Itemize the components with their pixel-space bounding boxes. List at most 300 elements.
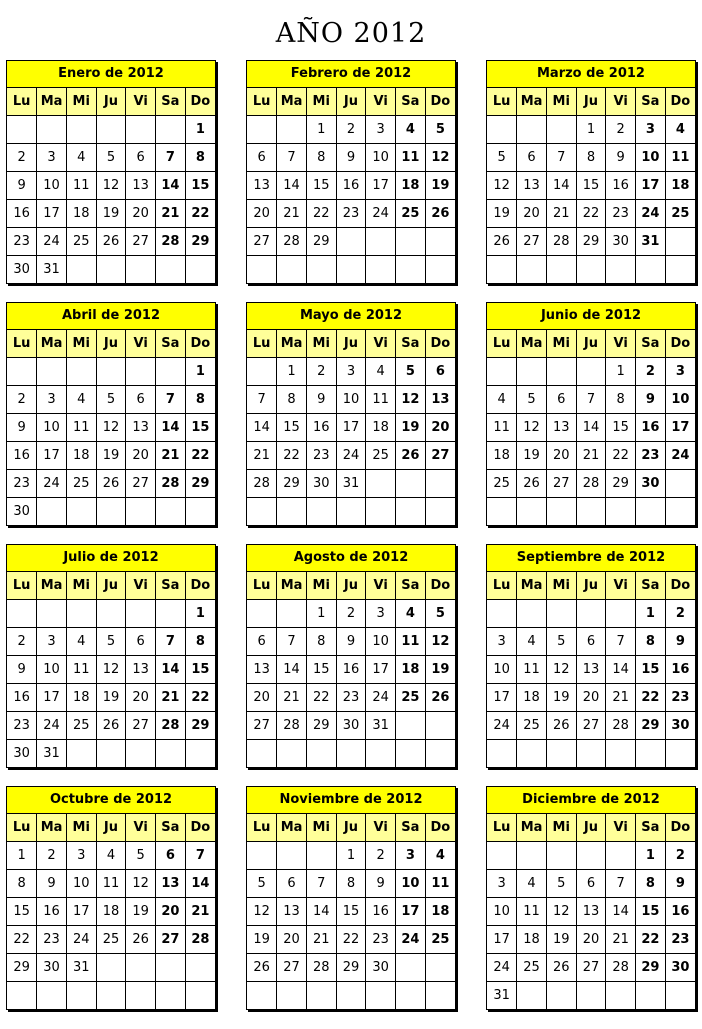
day-cell: 23	[306, 442, 336, 470]
day-cell: 5	[96, 144, 126, 172]
day-cell: 29	[7, 954, 37, 982]
day-cell: 3	[366, 600, 396, 628]
day-cell: 30	[665, 712, 695, 740]
day-cell	[336, 498, 366, 526]
day-cell: 29	[185, 470, 215, 498]
day-cell: 25	[665, 200, 695, 228]
week-row	[487, 144, 695, 172]
day-cell: 20	[126, 684, 156, 712]
day-cell: 2	[366, 842, 396, 870]
weekday-header: Do	[665, 572, 695, 600]
day-cell: 17	[487, 926, 517, 954]
week-row	[487, 600, 695, 628]
week-row	[247, 926, 455, 954]
week-row	[487, 414, 695, 442]
day-cell: 11	[517, 656, 547, 684]
week-row	[7, 498, 215, 526]
day-cell: 15	[576, 172, 606, 200]
day-cell: 10	[366, 628, 396, 656]
day-cell: 2	[7, 386, 37, 414]
day-cell: 24	[396, 926, 426, 954]
day-cell	[546, 842, 576, 870]
day-cell: 18	[396, 172, 426, 200]
month-title: Septiembre de 2012	[487, 545, 695, 572]
day-cell: 4	[665, 116, 695, 144]
day-cell: 24	[366, 200, 396, 228]
day-cell: 15	[636, 656, 666, 684]
day-cell	[185, 256, 215, 284]
day-cell: 31	[336, 470, 366, 498]
day-cell: 4	[66, 628, 96, 656]
day-cell	[126, 982, 156, 1010]
day-cell	[546, 982, 576, 1010]
day-cell: 8	[576, 144, 606, 172]
day-cell	[66, 116, 96, 144]
day-cell	[576, 498, 606, 526]
month-calendar	[486, 544, 696, 768]
day-cell: 8	[606, 386, 636, 414]
day-cell: 22	[7, 926, 37, 954]
day-cell: 24	[37, 712, 67, 740]
day-cell: 9	[7, 656, 37, 684]
weekday-header: Ma	[37, 88, 67, 116]
week-row	[247, 712, 455, 740]
day-cell: 6	[126, 386, 156, 414]
day-cell	[156, 116, 186, 144]
day-cell: 29	[336, 954, 366, 982]
day-cell: 12	[546, 656, 576, 684]
day-cell: 1	[185, 116, 215, 144]
day-cell: 3	[66, 842, 96, 870]
weekday-header: Ma	[277, 814, 307, 842]
day-cell: 7	[606, 628, 636, 656]
day-cell	[336, 982, 366, 1010]
day-cell: 6	[277, 870, 307, 898]
day-cell: 8	[277, 386, 307, 414]
day-cell	[277, 116, 307, 144]
day-cell: 23	[366, 926, 396, 954]
weekday-header: Lu	[7, 330, 37, 358]
day-cell: 22	[185, 442, 215, 470]
day-cell	[487, 600, 517, 628]
week-row	[487, 498, 695, 526]
day-cell	[277, 982, 307, 1010]
day-cell: 13	[277, 898, 307, 926]
day-cell: 15	[7, 898, 37, 926]
weekday-header: Mi	[306, 814, 336, 842]
day-cell: 23	[7, 228, 37, 256]
day-cell: 1	[306, 600, 336, 628]
week-row	[247, 842, 455, 870]
day-cell	[517, 600, 547, 628]
day-cell	[425, 954, 455, 982]
day-cell: 11	[396, 628, 426, 656]
day-cell	[156, 498, 186, 526]
day-cell: 8	[336, 870, 366, 898]
weekday-header: Sa	[156, 330, 186, 358]
day-cell	[636, 740, 666, 768]
day-cell: 26	[517, 470, 547, 498]
day-cell: 26	[126, 926, 156, 954]
day-cell	[7, 600, 37, 628]
day-cell: 16	[366, 898, 396, 926]
week-row	[7, 954, 215, 982]
week-row	[7, 144, 215, 172]
month-calendar	[246, 544, 456, 768]
weekday-header: Ma	[277, 572, 307, 600]
day-cell: 13	[247, 656, 277, 684]
day-cell: 13	[546, 414, 576, 442]
weekday-header: Ju	[96, 814, 126, 842]
day-cell: 10	[66, 870, 96, 898]
day-cell	[126, 256, 156, 284]
week-row	[487, 200, 695, 228]
month-title: Julio de 2012	[7, 545, 215, 572]
day-cell	[277, 256, 307, 284]
day-cell: 14	[185, 870, 215, 898]
day-cell: 6	[247, 144, 277, 172]
day-cell	[396, 954, 426, 982]
day-cell: 26	[96, 712, 126, 740]
day-cell	[277, 498, 307, 526]
day-cell: 9	[37, 870, 67, 898]
weekday-header: Lu	[247, 88, 277, 116]
day-cell: 24	[487, 712, 517, 740]
day-cell: 28	[156, 228, 186, 256]
day-cell: 19	[126, 898, 156, 926]
day-cell: 19	[546, 926, 576, 954]
month-calendar	[246, 302, 456, 526]
day-cell	[576, 982, 606, 1010]
day-cell: 27	[277, 954, 307, 982]
day-cell: 1	[606, 358, 636, 386]
day-cell: 25	[96, 926, 126, 954]
day-cell: 21	[277, 684, 307, 712]
day-cell: 20	[576, 926, 606, 954]
day-cell	[606, 842, 636, 870]
day-cell: 10	[37, 414, 67, 442]
week-row	[7, 200, 215, 228]
day-cell	[665, 740, 695, 768]
day-cell: 3	[366, 116, 396, 144]
day-cell: 4	[517, 628, 547, 656]
day-cell: 21	[606, 926, 636, 954]
day-cell: 20	[247, 684, 277, 712]
day-cell: 20	[247, 200, 277, 228]
day-cell: 16	[665, 656, 695, 684]
day-cell: 27	[156, 926, 186, 954]
day-cell	[546, 498, 576, 526]
day-cell: 28	[156, 712, 186, 740]
day-cell	[366, 228, 396, 256]
day-cell: 17	[366, 172, 396, 200]
day-cell: 31	[487, 982, 517, 1010]
weekday-header: Ju	[576, 572, 606, 600]
day-cell	[636, 498, 666, 526]
day-cell: 21	[576, 442, 606, 470]
week-row	[7, 470, 215, 498]
day-cell: 25	[66, 228, 96, 256]
day-cell	[7, 116, 37, 144]
day-cell: 23	[665, 926, 695, 954]
day-cell: 29	[306, 228, 336, 256]
day-cell	[487, 740, 517, 768]
week-row	[7, 740, 215, 768]
day-cell: 6	[156, 842, 186, 870]
day-cell: 12	[247, 898, 277, 926]
day-cell: 22	[306, 200, 336, 228]
day-cell: 30	[7, 256, 37, 284]
weekday-header: Sa	[396, 330, 426, 358]
week-row	[487, 442, 695, 470]
day-cell: 14	[156, 172, 186, 200]
weekday-header: Lu	[247, 814, 277, 842]
page-title: AÑO 2012	[275, 18, 427, 49]
day-cell: 22	[185, 684, 215, 712]
week-row	[7, 656, 215, 684]
day-cell: 28	[185, 926, 215, 954]
day-cell	[247, 358, 277, 386]
weekday-header: Do	[665, 330, 695, 358]
day-cell: 11	[425, 870, 455, 898]
day-cell	[126, 498, 156, 526]
day-cell: 28	[306, 954, 336, 982]
weekday-header: Do	[425, 572, 455, 600]
day-cell: 11	[665, 144, 695, 172]
day-cell: 2	[336, 116, 366, 144]
day-cell: 19	[425, 656, 455, 684]
day-cell: 17	[37, 442, 67, 470]
day-cell: 8	[185, 144, 215, 172]
day-cell: 2	[7, 628, 37, 656]
day-cell: 30	[7, 740, 37, 768]
day-cell: 16	[306, 414, 336, 442]
day-cell	[517, 256, 547, 284]
day-cell: 7	[156, 628, 186, 656]
week-row	[7, 684, 215, 712]
day-cell	[247, 740, 277, 768]
day-cell: 9	[665, 628, 695, 656]
day-cell	[126, 954, 156, 982]
weekday-header: Do	[185, 572, 215, 600]
weekday-header: Lu	[487, 572, 517, 600]
day-cell: 10	[37, 172, 67, 200]
day-cell: 4	[66, 144, 96, 172]
weekday-header: Vi	[366, 814, 396, 842]
day-cell: 15	[185, 414, 215, 442]
day-cell	[396, 256, 426, 284]
weekday-header: Vi	[126, 330, 156, 358]
week-row	[7, 926, 215, 954]
day-cell: 3	[396, 842, 426, 870]
weekday-header: Sa	[396, 814, 426, 842]
weekday-header: Vi	[126, 88, 156, 116]
day-cell	[517, 740, 547, 768]
week-row	[247, 116, 455, 144]
weekday-header: Sa	[156, 88, 186, 116]
day-cell: 20	[126, 200, 156, 228]
day-cell: 15	[277, 414, 307, 442]
day-cell: 8	[306, 628, 336, 656]
day-cell: 20	[576, 684, 606, 712]
day-cell	[156, 358, 186, 386]
weekday-header: Vi	[366, 330, 396, 358]
week-row	[487, 926, 695, 954]
day-cell	[37, 600, 67, 628]
day-cell: 1	[185, 358, 215, 386]
day-cell: 7	[185, 842, 215, 870]
day-cell: 30	[37, 954, 67, 982]
day-cell: 30	[306, 470, 336, 498]
day-cell: 5	[96, 628, 126, 656]
week-row	[487, 358, 695, 386]
day-cell: 9	[306, 386, 336, 414]
day-cell: 17	[636, 172, 666, 200]
day-cell	[546, 740, 576, 768]
day-cell	[366, 982, 396, 1010]
day-cell: 21	[156, 200, 186, 228]
day-cell: 26	[247, 954, 277, 982]
weekday-header: Ma	[277, 330, 307, 358]
day-cell: 22	[576, 200, 606, 228]
day-cell	[576, 358, 606, 386]
day-cell	[396, 982, 426, 1010]
month-title: Diciembre de 2012	[487, 787, 695, 814]
day-cell: 28	[576, 470, 606, 498]
day-cell: 27	[546, 470, 576, 498]
day-cell: 23	[336, 200, 366, 228]
day-cell: 27	[425, 442, 455, 470]
day-cell: 14	[277, 172, 307, 200]
day-cell: 4	[396, 600, 426, 628]
day-cell: 14	[306, 898, 336, 926]
day-cell: 2	[665, 842, 695, 870]
day-cell: 29	[277, 470, 307, 498]
day-cell	[636, 982, 666, 1010]
day-cell	[425, 470, 455, 498]
day-cell: 7	[306, 870, 336, 898]
day-cell: 6	[517, 144, 547, 172]
day-cell: 9	[665, 870, 695, 898]
day-cell: 10	[336, 386, 366, 414]
weekday-header: Ma	[517, 572, 547, 600]
day-cell: 12	[546, 898, 576, 926]
week-row	[7, 116, 215, 144]
day-cell: 8	[7, 870, 37, 898]
week-row	[247, 656, 455, 684]
day-cell	[425, 498, 455, 526]
day-cell: 1	[7, 842, 37, 870]
day-cell: 7	[156, 144, 186, 172]
week-row	[487, 870, 695, 898]
day-cell: 28	[606, 712, 636, 740]
day-cell: 18	[366, 414, 396, 442]
day-cell	[576, 600, 606, 628]
weekday-header: Mi	[306, 330, 336, 358]
day-cell	[306, 740, 336, 768]
week-row	[487, 470, 695, 498]
day-cell: 7	[277, 628, 307, 656]
weekday-header: Vi	[606, 330, 636, 358]
day-cell: 8	[185, 386, 215, 414]
month-title: Agosto de 2012	[247, 545, 455, 572]
day-cell: 22	[185, 200, 215, 228]
day-cell: 11	[66, 414, 96, 442]
day-cell: 18	[665, 172, 695, 200]
day-cell: 24	[66, 926, 96, 954]
month-calendar	[6, 544, 216, 768]
day-cell	[336, 256, 366, 284]
day-cell: 20	[277, 926, 307, 954]
day-cell: 30	[636, 470, 666, 498]
day-cell: 5	[487, 144, 517, 172]
week-row	[487, 954, 695, 982]
day-cell	[185, 740, 215, 768]
week-row	[247, 684, 455, 712]
day-cell	[517, 358, 547, 386]
weekday-header: Ju	[576, 814, 606, 842]
day-cell	[156, 982, 186, 1010]
weekday-header: Sa	[396, 572, 426, 600]
day-cell: 18	[487, 442, 517, 470]
day-cell: 3	[487, 628, 517, 656]
day-cell: 17	[336, 414, 366, 442]
week-row	[7, 386, 215, 414]
week-row	[247, 898, 455, 926]
day-cell: 7	[156, 386, 186, 414]
weekday-header: Vi	[366, 88, 396, 116]
day-cell: 10	[636, 144, 666, 172]
day-cell: 8	[306, 144, 336, 172]
day-cell	[517, 498, 547, 526]
day-cell	[96, 256, 126, 284]
day-cell	[487, 498, 517, 526]
day-cell	[336, 740, 366, 768]
weekday-header: Lu	[487, 88, 517, 116]
week-row	[247, 358, 455, 386]
day-cell: 1	[185, 600, 215, 628]
day-cell: 5	[126, 842, 156, 870]
weekday-header: Mi	[546, 88, 576, 116]
day-cell: 13	[425, 386, 455, 414]
day-cell	[336, 228, 366, 256]
day-cell	[425, 712, 455, 740]
weekday-header: Ma	[277, 88, 307, 116]
day-cell: 1	[636, 600, 666, 628]
day-cell: 6	[576, 628, 606, 656]
day-cell: 27	[517, 228, 547, 256]
day-cell: 18	[66, 684, 96, 712]
day-cell: 25	[396, 200, 426, 228]
day-cell	[37, 358, 67, 386]
day-cell: 23	[7, 712, 37, 740]
week-row	[247, 172, 455, 200]
day-cell: 9	[336, 628, 366, 656]
month-title: Abril de 2012	[7, 303, 215, 330]
day-cell: 13	[156, 870, 186, 898]
day-cell: 7	[606, 870, 636, 898]
weekday-header: Mi	[66, 330, 96, 358]
day-cell: 3	[336, 358, 366, 386]
day-cell: 23	[606, 200, 636, 228]
day-cell: 19	[96, 442, 126, 470]
day-cell	[247, 600, 277, 628]
day-cell: 16	[606, 172, 636, 200]
day-cell: 25	[517, 712, 547, 740]
day-cell: 11	[487, 414, 517, 442]
day-cell	[366, 470, 396, 498]
day-cell: 27	[247, 228, 277, 256]
